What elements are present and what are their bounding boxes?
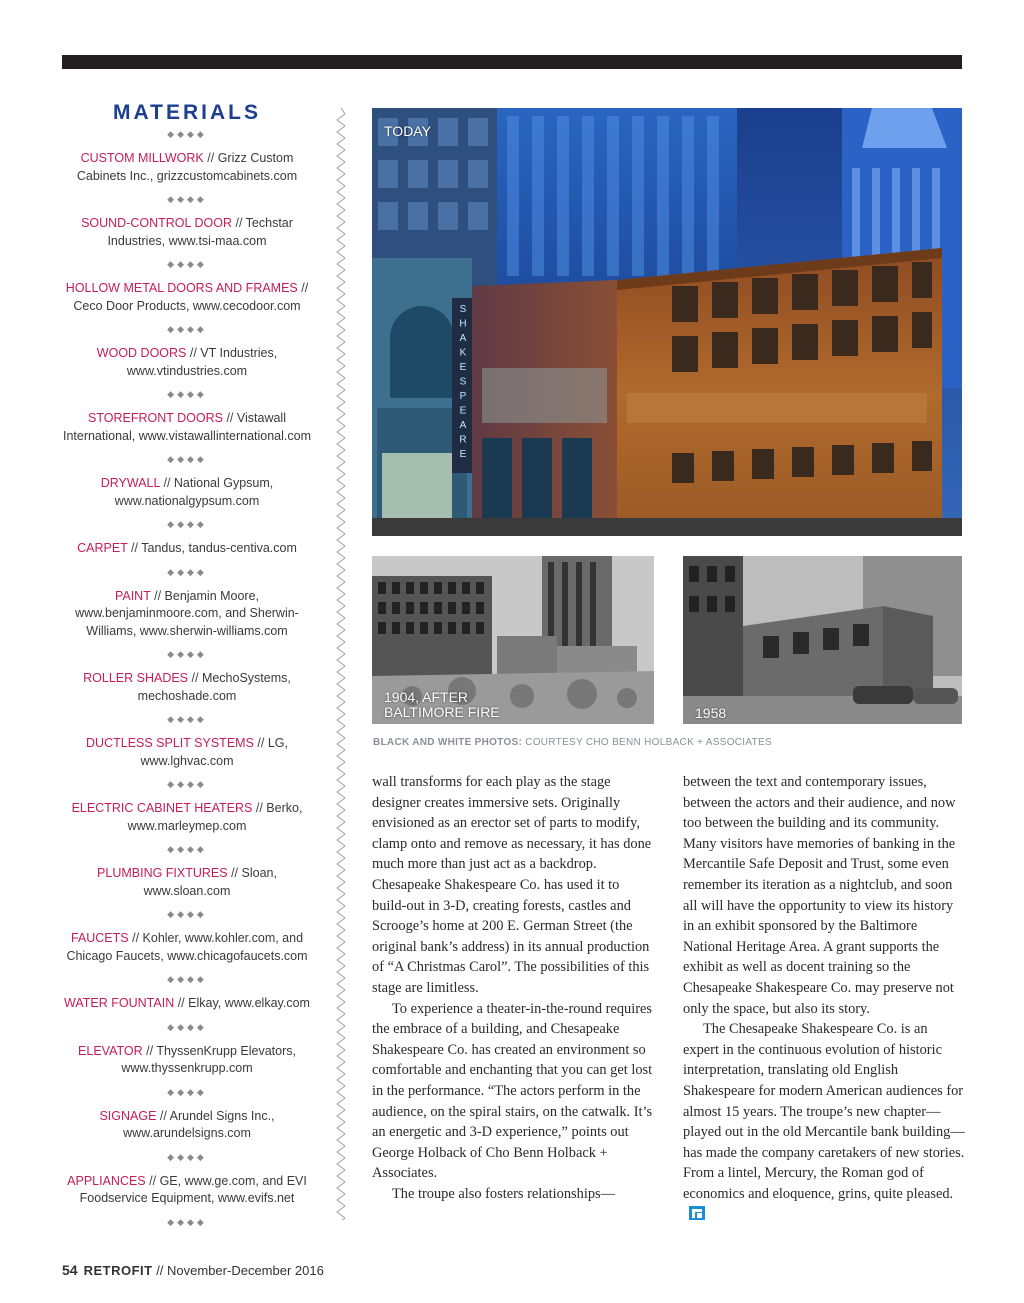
label-1904: 1904, AFTER BALTIMORE FIRE [384,689,500,720]
page-number: 54 [62,1262,78,1278]
material-separator: // [252,801,267,815]
label-1958: 1958 [695,705,727,721]
sign-letter: E [459,449,467,460]
material-category: PLUMBING FIXTURES [97,866,228,880]
material-category: FAUCETS [70,931,129,945]
material-entry [58,475,316,510]
material-supplier: GE, www.ge.com, and EVI Foodservice Equipment, www.evifs.net [79,1173,307,1205]
photo-today-image [372,108,962,536]
diamond-separator: ◆◆◆◆ [167,129,207,139]
material-entry [58,930,316,965]
material-entry [58,1173,316,1208]
sign-letter: S [459,304,467,315]
article-paragraph-text: The Chesapeake Shakespeare Co. is an expert in the continuous evolution of historic interpretation, translating old English Shakespeare for modern American audiences for almost 15 years. The troupe’s new chapter—played out in the old Mercantile bank building—has made the company caretakers of new stories. From a lintel, Mercury, the Roman god of economics and eloquence, grins, quite pleased. [683,1021,965,1202]
sign-letter: S [459,376,467,388]
material-entry [58,345,316,380]
end-mark-icon [689,1206,705,1220]
material-separator: // [188,671,202,685]
material-category: SOUND-CONTROL DOOR [81,216,232,230]
material-supplier: Elkay, www.elkay.com [188,996,310,1010]
materials-title: MATERIALS [113,101,261,124]
sign-letter: A [459,420,467,431]
material-entry [58,410,316,445]
material-separator: // [222,411,237,425]
material-entry [58,865,316,900]
material-entry [58,735,316,770]
sign-letter: A [459,333,467,344]
material-supplier: Kohler, www.kohler.com, and Chicago Faucets, www.chicagofaucets.com [66,931,308,963]
material-supplier: VT Industries, www.vtindustries.com [126,346,278,378]
label-today: TODAY [384,123,431,139]
material-category: APPLIANCES [67,1173,146,1188]
sign-letter: E [459,362,467,373]
article-paragraph: The troupe also fosters relationships— [392,1185,616,1202]
article-paragraph: wall transforms for each play as the stage designer creates immersive sets. Originally envisioned as an erector set of parts to modify, clamp onto and remove as necessary, it has done much more than just act as a backdrop. Chesapeake Shakespeare Co. has used it to build-out in 3-D, creating forests, castles and Scrooge’s home at 200 E. German Street (the original bank’s address) in its annual production of “A Christmas Carol”. The possibilities of this stage are limitless. [372,774,652,996]
material-separator: // [174,996,189,1010]
page-footer [62,1262,324,1278]
material-category: WATER FOUNTAIN [64,996,175,1010]
diamond-separator: ◆◆◆◆ [167,714,207,724]
photo-credit-label: BLACK AND WHITE PHOTOS: [373,737,523,748]
material-entry [58,800,316,835]
diamond-separator: ◆◆◆◆ [167,566,207,577]
material-supplier: LG, www.lghvac.com [140,736,288,768]
material-category: ROLLER SHADES [83,671,189,685]
diamond-separator: ◆◆◆◆ [167,779,207,789]
photo-1958-image [683,556,962,724]
zigzag-divider [336,108,346,1220]
material-entry [58,995,316,1013]
material-separator: // [156,1108,170,1123]
photo-credit [373,737,772,748]
material-entry [58,588,316,641]
material-separator: // [127,541,142,555]
diamond-separator: ◆◆◆◆ [167,1086,207,1097]
material-entry [58,280,316,315]
material-category: SIGNAGE [99,1108,157,1123]
material-entry [58,670,316,705]
photo-1904 [372,556,654,724]
sign-letter: E [459,405,467,417]
material-supplier: Tandus, tandus-centiva.com [141,541,297,555]
sign-letter: H [459,318,467,330]
material-supplier: Grizz Custom Cabinets Inc., grizzcustomcabinets.com [76,151,298,183]
materials-sidebar [58,100,316,1238]
material-category: ELECTRIC CABINET HEATERS [71,801,253,815]
material-supplier: ThyssenKrupp Elevators, www.thyssenkrupp.com [121,1043,296,1075]
diamond-separator: ◆◆◆◆ [167,1151,207,1162]
material-separator: // [142,1043,157,1058]
material-entry [58,150,316,185]
diamond-separator: ◆◆◆◆ [167,194,207,204]
material-separator: // [253,736,268,750]
material-entry [58,1043,316,1078]
diamond-separator: ◆◆◆◆ [167,259,207,269]
sign-letter: P [459,391,467,402]
material-category: CARPET [77,541,128,555]
material-separator: // [150,588,165,603]
diamond-separator: ◆◆◆◆ [167,519,207,529]
materials-list [58,128,316,1228]
photo-credit-text: COURTESY CHO BENN HOLBACK + ASSOCIATES [522,737,772,748]
header-bar [62,55,962,69]
material-supplier: Benjamin Moore, www.benjaminmoore.com, and Sherwin-Williams, www.sherwin-williams.com [75,588,299,638]
material-supplier: Ceco Door Products, www.cecodoor.com [73,298,301,313]
sign-letter: R [459,434,467,446]
material-category: PAINT [114,588,151,603]
diamond-separator: ◆◆◆◆ [167,324,207,334]
material-category: WOOD DOORS [96,346,187,360]
material-separator: // [160,476,174,490]
magazine-name: RETROFIT [83,1263,153,1278]
material-entry [58,1108,316,1143]
photo-today [372,108,962,536]
article-paragraph [683,1019,965,1225]
article-paragraph: To experience a theater-in-the-round requires the embrace of a building, and Chesapeake Shakespeare Co. has created an environment so comfortable and enchanting that you can get lost in the performance. “The actors perform in the audience, on the spiral stairs, on the catwalk. It’s an energetic and 3-D experience,” points out George Holback of Cho Benn Holback + Associates. [372,1000,653,1182]
diamond-separator: ◆◆◆◆ [167,389,207,399]
material-supplier: Vistawall International, www.vistawallinternational.com [62,411,312,443]
material-category: HOLLOW METAL DOORS AND FRAMES [65,281,298,295]
issue-date: // November-December 2016 [152,1263,324,1278]
article-column-2 [683,772,965,1225]
diamond-separator: ◆◆◆◆ [167,909,207,919]
material-separator: // [232,216,246,230]
material-supplier: Arundel Signs Inc., www.arundelsigns.com [123,1108,275,1140]
diamond-separator: ◆◆◆◆ [167,649,207,659]
material-separator: // [227,866,242,880]
material-supplier: Sloan, www.sloan.com [143,866,277,898]
diamond-separator: ◆◆◆◆ [167,844,207,854]
diamond-separator: ◆◆◆◆ [167,454,207,464]
material-supplier: Berko, www.marleymep.com [127,801,303,833]
shakespeare-sign [459,304,466,460]
material-separator: // [186,346,201,360]
diamond-separator: ◆◆◆◆ [167,1216,207,1227]
material-separator: // [145,1173,160,1188]
material-supplier: Techstar Industries, www.tsi-maa.com [107,216,293,248]
sign-letter: K [459,347,467,359]
material-category: STOREFRONT DOORS [88,411,223,425]
material-separator: // [297,281,309,295]
diamond-separator: ◆◆◆◆ [167,974,207,984]
material-category: ELEVATOR [78,1043,143,1058]
material-separator: // [128,931,143,945]
article-paragraph: between the text and contemporary issues, between the actors and their audience, and now too between the building and its community. Many visitors have memories of banking in the Mercantile Safe Deposit and Trust, some even remember its iteration as a nightclub, and soon all will have the opportunity to view its history in an exhibit sponsored by the Baltimore National Heritage Area. A grant supports the exhibit as well as docent training so the Chesapeake Shakespeare Co. may preserve not only the space, but also its story. [683,774,956,1017]
material-entry [58,215,316,250]
material-supplier: MechoSystems, mechoshade.com [137,671,291,703]
diamond-separator: ◆◆◆◆ [167,1021,207,1032]
material-separator: // [203,151,218,165]
article-column-1 [372,772,654,1204]
material-supplier: National Gypsum, www.nationalgypsum.com [114,476,274,508]
material-entry [58,540,316,558]
material-category: DUCTLESS SPLIT SYSTEMS [86,736,254,750]
material-category: CUSTOM MILLWORK [80,151,204,165]
material-category: DRYWALL [100,476,160,490]
photo-1958 [683,556,962,724]
